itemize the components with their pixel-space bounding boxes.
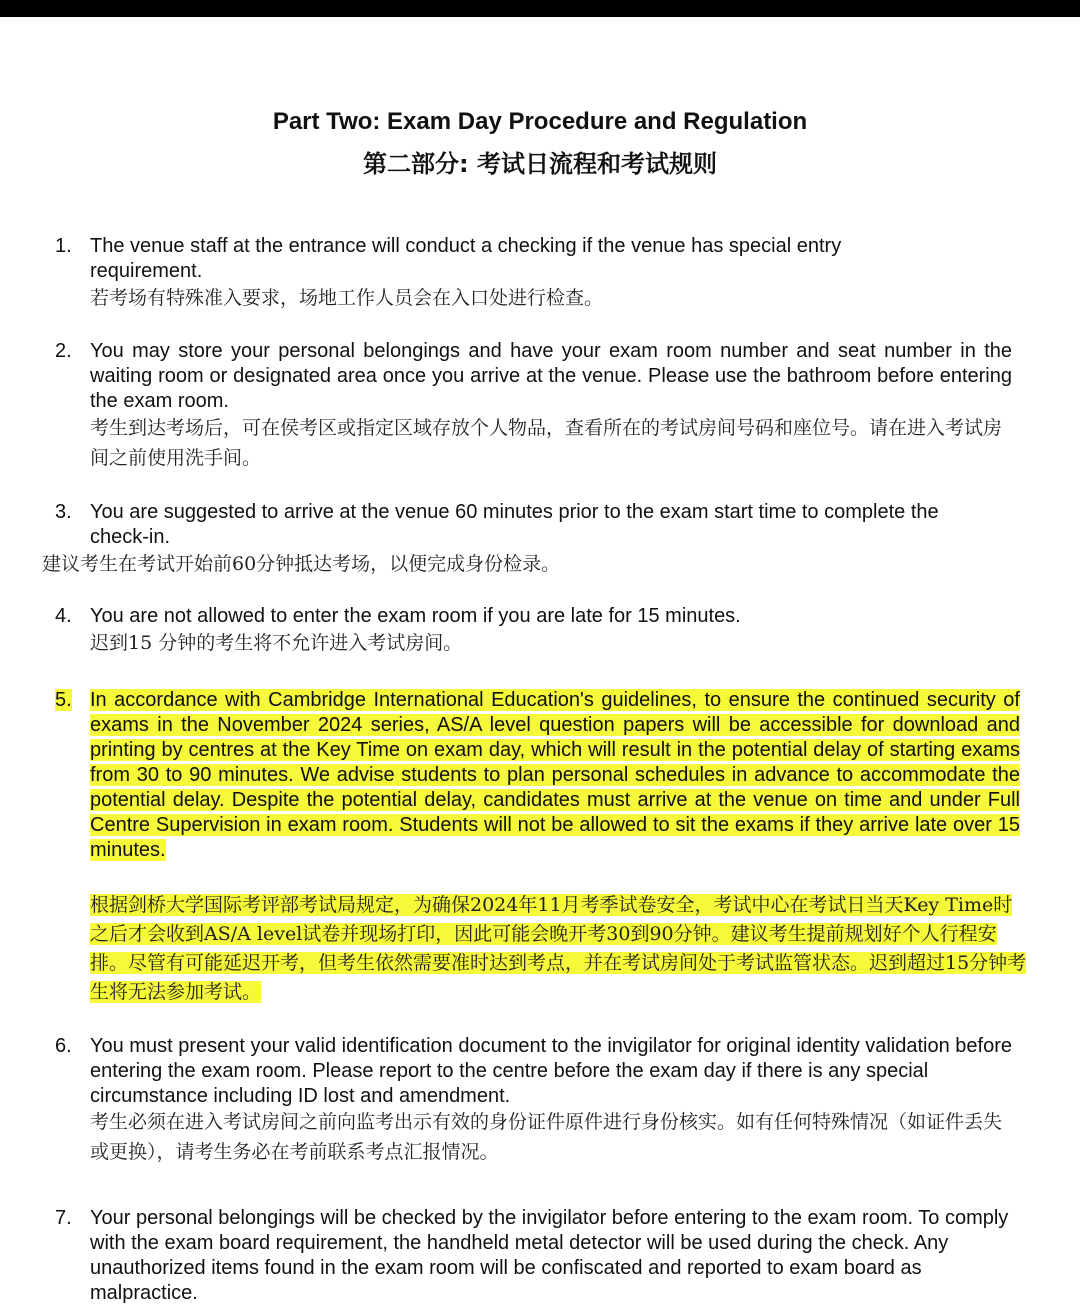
item-text-en: The venue staff at the entrance will conduct a checking if the venue has special entry requirement. bbox=[90, 235, 842, 282]
item-text-en: You must present your valid identification document to the invigilator for original identity validation before entering the exam room. Please report to the centre before the exam day if there is any special circumstance including ID lost and amendment. bbox=[90, 1035, 1013, 1107]
item-text-en: You may store your personal belongings and have your exam room number and seat number in the waiting room or designated area once you arrive at the venue. Please use the bathroom before entering the exam room. bbox=[90, 340, 1012, 412]
item-number: 7. bbox=[55, 1207, 72, 1229]
item-text-en: In accordance with Cambridge International Education's guidelines, to ensure the continued security of exams in the November 2024 series, AS/A level question papers will be accessible for download and printing by centres at the Key Time on exam day, which will result in the potential delay of starting exams from 30 to 90 minutes. We advise students to plan personal schedules in advance to accommodate the potential delay. Despite the potential delay, candidates must arrive at the venue on time and under Full Centre Supervision in exam room. Students will not be allowed to sit the exams if they arrive late over 15 minutes. bbox=[90, 689, 1020, 861]
page-title-chinese: 第二部分: 考试日流程和考试规则 bbox=[363, 150, 717, 178]
item-text-zh: 考生必须在进入考试房间之前向监考出示有效的身份证件原件进行身份核实。如有任何特殊情况（如证件丢失或更换），请考生务必在考前联系考点汇报情况。 bbox=[90, 1111, 1003, 1163]
item-text-zh: 迟到15 分钟的考生将不允许进入考试房间。 bbox=[90, 632, 463, 654]
item-number: 5. bbox=[55, 689, 72, 711]
item-number: 6. bbox=[55, 1035, 72, 1057]
item-number: 4. bbox=[55, 605, 72, 627]
item-text-en: Your personal belongings will be checked by the invigilator before entering to the exam room. To comply with the exam board requirement, the handheld metal detector will be used during the check. Any unauthorized items found in the exam room will be confiscated and reported to exam board as malpractice. bbox=[90, 1207, 1009, 1304]
item-text-zh: 根据剑桥大学国际考评部考试局规定，为确保2024年11月考季试卷安全，考试中心在考试日当天Key Time时之后才会收到AS/A level试卷并现场打印，因此可能会晚开考30到90分钟。建议考生提前规划好个人行程安排。尽管有可能延迟开考，但考生依然需要准时达到考点，并在考试房间处于考试监管状态。迟到超过15分钟考生将无法参加考试。 bbox=[90, 894, 1027, 1003]
item-text-en: You are not allowed to enter the exam room if you are late for 15 minutes. bbox=[90, 605, 741, 627]
item-text-zh: 考生到达考场后，可在侯考区或指定区域存放个人物品，查看所在的考试房间号码和座位号。请在进入考试房间之前使用洗手间。 bbox=[90, 417, 1003, 469]
top-bar bbox=[0, 0, 1080, 17]
page-title: Part Two: Exam Day Procedure and Regulation bbox=[272, 108, 808, 135]
item-text-zh: 建议考生在考试开始前60分钟抵达考场，以便完成身份检录。 bbox=[42, 553, 561, 575]
item-number: 2. bbox=[55, 340, 72, 362]
item-number: 3. bbox=[55, 501, 72, 523]
item-text-en: You are suggested to arrive at the venue 60 minutes prior to the exam start time to complete the check-in. bbox=[90, 501, 939, 548]
item-number: 1. bbox=[55, 235, 72, 257]
item-text-zh: 若考场有特殊准入要求，场地工作人员会在入口处进行检查。 bbox=[90, 287, 604, 309]
